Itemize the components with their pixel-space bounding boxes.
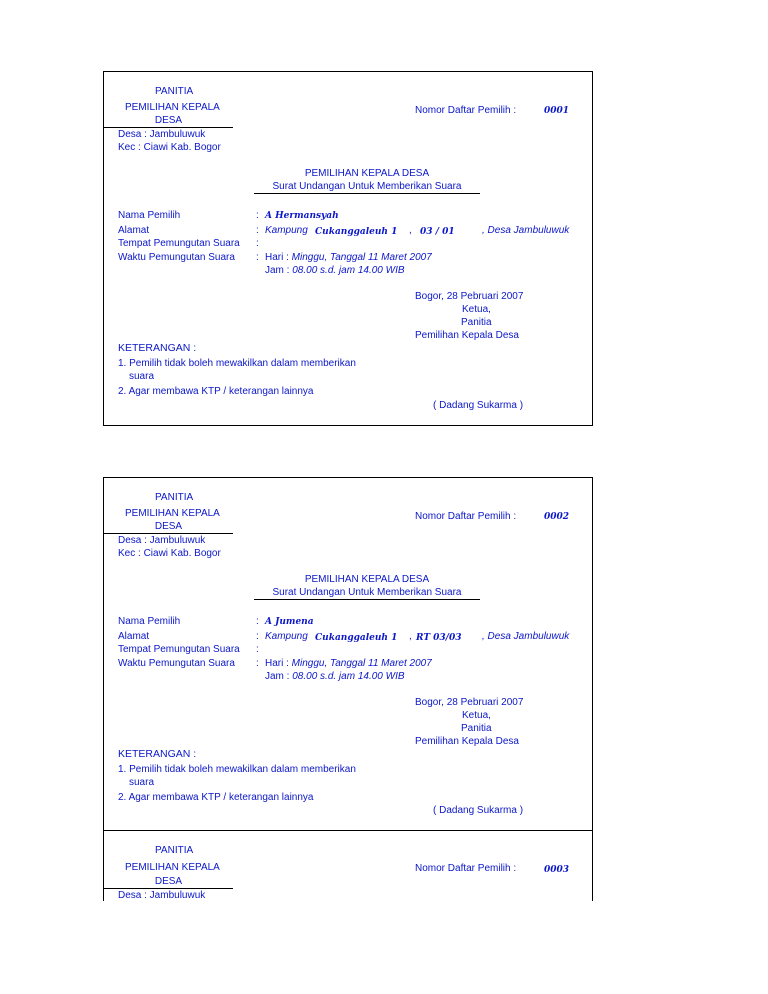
panitia-heading: PANITIA [155, 86, 194, 97]
label-alamat: Alamat [118, 631, 150, 642]
desa-suffix: , Desa Jambuluwuk [482, 631, 570, 642]
place-date: Bogor, 28 Pebruari 2007 [415, 697, 524, 708]
note-1: 1. Pemilih tidak boleh mewakilkan dalam memberikan [118, 764, 356, 775]
jam-prefix: Jam : [265, 265, 293, 276]
label-alamat: Alamat [118, 225, 150, 236]
voter-name: A Hermansyah [265, 211, 339, 221]
rt-rw: RT 03/03 [416, 633, 462, 643]
nomor-value: 0001 [544, 106, 570, 116]
hari-prefix: Hari : [265, 658, 292, 669]
invitation-card-2 [103, 477, 593, 831]
colon: : [256, 631, 259, 642]
note-1: 1. Pemilih tidak boleh mewakilkan dalam memberikan [118, 358, 356, 369]
nomor-label: Nomor Daftar Pemilih : [415, 105, 517, 116]
label-waktu: Waktu Pemungutan Suara [118, 252, 235, 263]
note-1-continued: suara [129, 777, 155, 788]
rt-rw: 03 / 01 [420, 227, 455, 237]
nomor-value: 0002 [544, 512, 570, 522]
doc-title: PEMILIHAN KEPALA DESA [304, 574, 430, 585]
ketua-label: Ketua, [462, 710, 491, 721]
desa-suffix: , Desa Jambuluwuk [482, 225, 570, 236]
panitia-label: Panitia [461, 723, 492, 734]
colon: : [256, 238, 259, 249]
kampung-prefix: Kampung [265, 631, 308, 642]
label-nama: Nama Pemilih [118, 616, 181, 627]
label-tps: Tempat Pemungutan Suara [118, 238, 240, 249]
desa-heading: DESA [104, 876, 233, 889]
voter-name: A Jumena [265, 617, 314, 627]
jam-value: 08.00 s.d. jam 14.00 WIB [292, 265, 405, 276]
kampung-name: Cukanggaleuh 1 [315, 227, 398, 237]
hari-value: Minggu, Tanggal 11 Maret 2007 [291, 252, 432, 263]
place-date: Bogor, 28 Pebruari 2007 [415, 291, 524, 302]
desa-line: Desa : Jambuluwuk [118, 129, 206, 140]
hari-prefix: Hari : [265, 252, 292, 263]
kec-line: Kec : Ciawi Kab. Bogor [118, 142, 221, 153]
pemilihan-heading: PEMILIHAN KEPALA [125, 862, 220, 873]
keterangan-heading: KETERANGAN : [118, 342, 197, 354]
colon: : [256, 225, 259, 236]
committee-label: Pemilihan Kepala Desa [415, 330, 519, 341]
colon: : [256, 252, 259, 263]
nomor-value: 0003 [544, 865, 570, 875]
committee-label: Pemilihan Kepala Desa [415, 736, 519, 747]
signer-name: ( Dadang Sukarma ) [433, 400, 524, 411]
kec-line: Kec : Ciawi Kab. Bogor [118, 548, 221, 559]
invitation-card-3 [103, 830, 593, 901]
desa-heading: DESA [104, 521, 233, 534]
keterangan-heading: KETERANGAN : [118, 748, 197, 760]
colon: : [256, 616, 259, 627]
signer-name: ( Dadang Sukarma ) [433, 805, 524, 816]
desa-line: Desa : Jambuluwuk [118, 890, 206, 901]
address-comma: , [409, 631, 412, 642]
pemilihan-heading: PEMILIHAN KEPALA [125, 102, 220, 113]
desa-line: Desa : Jambuluwuk [118, 535, 206, 546]
panitia-heading: PANITIA [155, 492, 194, 503]
colon: : [256, 210, 259, 221]
note-2: 2. Agar membawa KTP / keterangan lainnya [118, 386, 314, 397]
label-nama: Nama Pemilih [118, 210, 181, 221]
address-comma: , [409, 225, 412, 236]
jam-value: 08.00 s.d. jam 14.00 WIB [292, 671, 405, 682]
doc-subtitle: Surat Undangan Untuk Memberikan Suara [254, 181, 480, 194]
pemilihan-heading: PEMILIHAN KEPALA [125, 508, 220, 519]
note-2: 2. Agar membawa KTP / keterangan lainnya [118, 792, 314, 803]
label-waktu: Waktu Pemungutan Suara [118, 658, 235, 669]
colon: : [256, 644, 259, 655]
label-tps: Tempat Pemungutan Suara [118, 644, 240, 655]
doc-title: PEMILIHAN KEPALA DESA [304, 168, 430, 179]
ketua-label: Ketua, [462, 304, 491, 315]
panitia-heading: PANITIA [155, 845, 194, 856]
colon: : [256, 658, 259, 669]
desa-heading: DESA [104, 115, 233, 128]
kampung-prefix: Kampung [265, 225, 308, 236]
doc-subtitle: Surat Undangan Untuk Memberikan Suara [254, 587, 480, 600]
kampung-name: Cukanggaleuh 1 [315, 633, 398, 643]
nomor-label: Nomor Daftar Pemilih : [415, 863, 517, 874]
panitia-label: Panitia [461, 317, 492, 328]
note-1-continued: suara [129, 371, 155, 382]
nomor-label: Nomor Daftar Pemilih : [415, 511, 517, 522]
jam-prefix: Jam : [265, 671, 293, 682]
hari-value: Minggu, Tanggal 11 Maret 2007 [291, 658, 432, 669]
invitation-card-1 [103, 71, 593, 426]
